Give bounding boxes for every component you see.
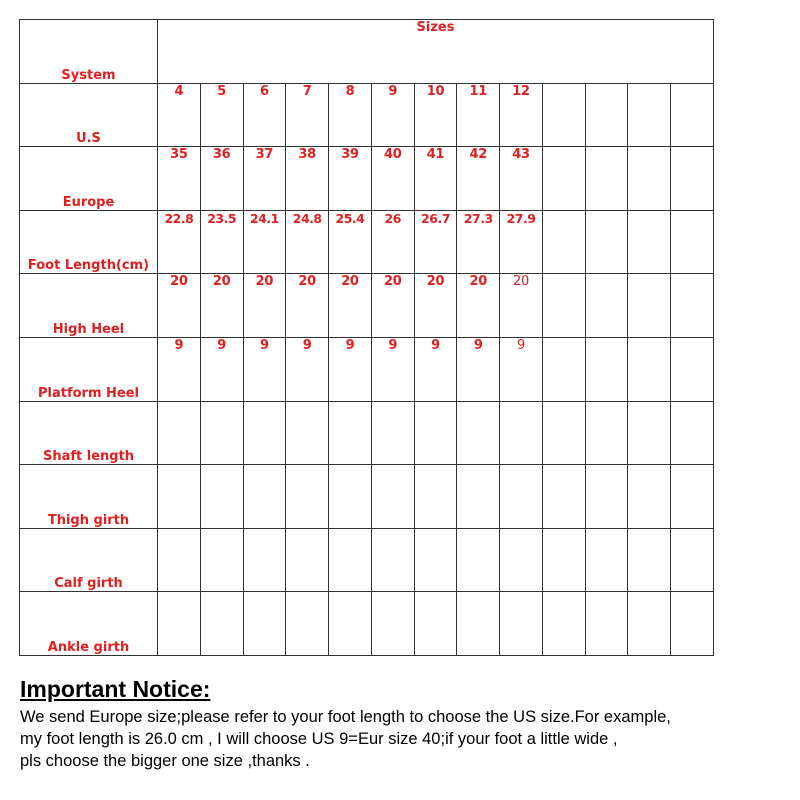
size-cell [671,83,714,147]
row-label: Foot Length(cm) [20,210,158,274]
table-row [20,274,714,338]
size-cell: 20 [158,274,201,338]
row-label: Europe [20,147,158,211]
size-cell [628,210,671,274]
size-cell: 27.3 [457,210,500,274]
size-cell: 20 [243,274,286,338]
size-cell [585,592,628,656]
size-cell: 26.7 [414,210,457,274]
table-row [20,210,714,274]
size-cell [457,528,500,592]
size-chart-table [19,19,714,656]
notice-line: We send Europe size;please refer to your foot length to choose the US size.For example, [20,708,671,726]
size-cell: 9 [329,337,372,401]
table-row [20,465,714,529]
size-cell [500,592,543,656]
size-cell [671,528,714,592]
row-label: Thigh girth [20,465,158,529]
size-cell [286,465,329,529]
header-row [20,20,714,84]
size-cell [457,401,500,465]
size-cell [585,337,628,401]
size-cell [628,592,671,656]
size-cell: 10 [414,83,457,147]
size-cell [542,274,585,338]
size-cell [671,210,714,274]
size-cell [671,401,714,465]
size-cell: 6 [243,83,286,147]
size-cell [158,592,201,656]
sizes-header: Sizes [158,20,714,84]
size-cell: 9 [371,337,414,401]
size-cell: 20 [200,274,243,338]
size-cell: 9 [500,337,543,401]
size-cell [243,401,286,465]
notice-body [20,706,790,772]
size-cell: 9 [200,337,243,401]
table-row [20,83,714,147]
size-cell: 20 [286,274,329,338]
size-cell: 9 [457,337,500,401]
size-cell: 35 [158,147,201,211]
size-cell [371,465,414,529]
size-cell [414,401,457,465]
size-cell [500,528,543,592]
size-cell: 8 [329,83,372,147]
size-cell: 24.8 [286,210,329,274]
size-cell: 27.9 [500,210,543,274]
size-cell: 7 [286,83,329,147]
size-cell: 24.1 [243,210,286,274]
size-cell: 26 [371,210,414,274]
size-cell [628,274,671,338]
size-cell [457,465,500,529]
size-cell [200,528,243,592]
table-row [20,337,714,401]
size-cell [457,592,500,656]
size-cell [585,210,628,274]
size-cell [628,147,671,211]
size-cell: 11 [457,83,500,147]
size-cell [542,592,585,656]
size-cell: 41 [414,147,457,211]
row-label: Shaft length [20,401,158,465]
size-cell [414,592,457,656]
size-cell [585,274,628,338]
system-header: System [20,20,158,84]
row-label: Calf girth [20,528,158,592]
row-label: Ankle girth [20,592,158,656]
size-cell: 5 [200,83,243,147]
size-cell [671,465,714,529]
size-cell [585,465,628,529]
size-cell [585,83,628,147]
size-cell [329,592,372,656]
size-cell: 9 [414,337,457,401]
size-cell [671,147,714,211]
size-cell [542,528,585,592]
size-cell: 20 [457,274,500,338]
size-cell [200,592,243,656]
size-cell [671,337,714,401]
size-cell: 12 [500,83,543,147]
size-cell [329,528,372,592]
size-cell [628,465,671,529]
size-cell: 9 [286,337,329,401]
size-cell [585,401,628,465]
size-cell [371,528,414,592]
size-cell [286,401,329,465]
size-cell [542,83,585,147]
size-cell [628,83,671,147]
size-cell [542,337,585,401]
size-cell [371,401,414,465]
size-cell [585,147,628,211]
size-cell [628,337,671,401]
notice-line: pls choose the bigger one size ,thanks . [20,752,310,770]
size-cell: 40 [371,147,414,211]
size-cell: 20 [500,274,543,338]
size-cell: 22.8 [158,210,201,274]
size-cell [286,528,329,592]
important-notice [20,676,790,772]
size-cell: 23.5 [200,210,243,274]
size-cell: 39 [329,147,372,211]
size-cell [286,592,329,656]
size-cell [371,592,414,656]
size-cell: 43 [500,147,543,211]
size-cell: 20 [414,274,457,338]
size-cell [243,592,286,656]
size-cell [542,210,585,274]
table-row [20,528,714,592]
size-cell: 25.4 [329,210,372,274]
size-cell: 37 [243,147,286,211]
size-cell [414,528,457,592]
table-row [20,147,714,211]
size-cell [671,274,714,338]
size-cell: 20 [371,274,414,338]
size-cell [158,465,201,529]
table-row [20,401,714,465]
size-cell [585,528,628,592]
size-cell [329,401,372,465]
size-cell [243,465,286,529]
size-cell [671,592,714,656]
size-cell [243,528,286,592]
size-cell: 38 [286,147,329,211]
size-cell [500,465,543,529]
notice-line: my foot length is 26.0 cm , I will choose US 9=Eur size 40;if your foot a little wide , [20,730,618,748]
size-cell: 9 [371,83,414,147]
size-cell [542,401,585,465]
size-cell: 9 [243,337,286,401]
size-cell [158,401,201,465]
size-cell: 36 [200,147,243,211]
size-cell [158,528,201,592]
size-cell [414,465,457,529]
size-cell [542,465,585,529]
table-row [20,592,714,656]
notice-title: Important Notice: [20,676,211,702]
row-label: High Heel [20,274,158,338]
size-cell [200,401,243,465]
size-cell: 9 [158,337,201,401]
size-cell [200,465,243,529]
size-cell [542,147,585,211]
size-cell [628,401,671,465]
size-cell [628,528,671,592]
row-label: Platform Heel [20,337,158,401]
size-cell: 4 [158,83,201,147]
size-cell [500,401,543,465]
size-cell: 42 [457,147,500,211]
size-cell [329,465,372,529]
size-cell: 20 [329,274,372,338]
row-label: U.S [20,83,158,147]
